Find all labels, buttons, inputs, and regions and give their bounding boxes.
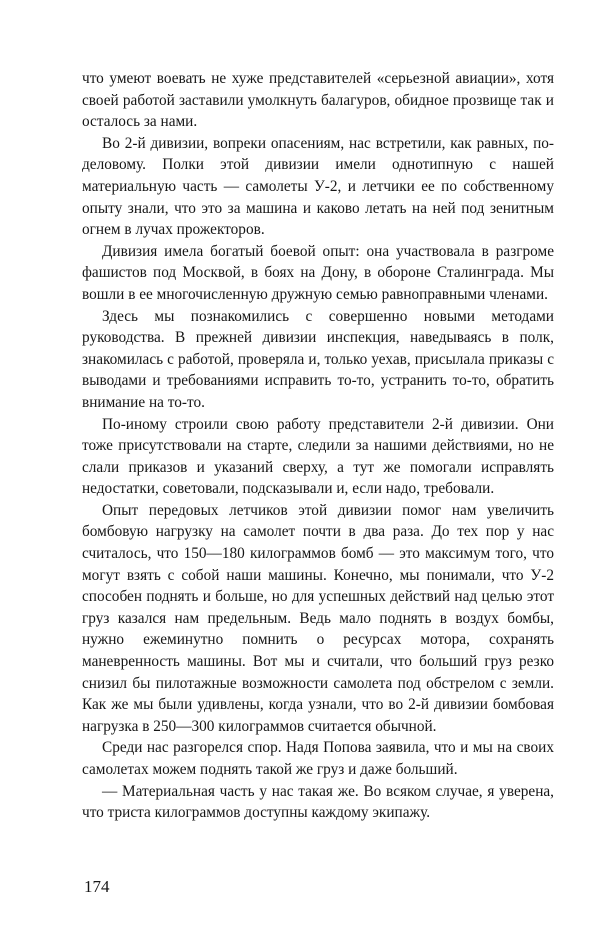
paragraph-3: Дивизия имела богатый боевой опыт: она участвовала в разгроме фашистов под Москвой, в боях на Дону, в обороне Сталинграда. Мы вошли в ее многочисленную дружную семью равноправными членами. <box>82 242 554 303</box>
paragraph-1: что умеют воевать не хуже представителей «серьезной авиации», хотя своей работой заставили умолкнуть балагуров, обидное прозвище так и осталось за нами. <box>82 70 554 131</box>
paragraph-7: Среди нас разгорелся спор. Надя Попова заявила, что и мы на своих самолетах можем поднять такой же груз и даже больший. <box>82 739 554 778</box>
page-number: 174 <box>84 877 110 896</box>
book-page-text <box>82 68 554 824</box>
paragraph-4: Здесь мы познакомились с совершенно новыми методами руководства. В прежней дивизии инспекция, наведываясь в полк, знакомилась с работой, проверяла и, только уехав, присылала приказы с выводами и требованиями исправить то-то, устранить то-то, обратить внимание на то-то. <box>82 307 554 411</box>
paragraph-8: — Материальная часть у нас такая же. Во всяком случае, я уверена, что триста килограммов доступны каждому экипажу. <box>82 782 554 822</box>
paragraph-6: Опыт передовых летчиков этой дивизии помог нам увеличить бомбовую нагрузку на самолет почти в два раза. До тех пор у нас считалось, что 150—180 килограммов бомб — это максимум того, что могут взять с собой наши машины. Конечно, мы понимали, что У-2 способен поднять и больше, но для успешных действий над целью этот груз казался нам предельным. Ведь мало поднять в воздух бомбы, нужно ежеминутно помнить о ресурсах мотора, сохранять маневренность машины. Вот мы и считали, что больший груз резко снизил бы пилотажные возможности самолета под обстрелом с земли. Как же мы были удивлены, когда узнали, что во 2-й дивизии бомбовая нагрузка в 250—300 килограммов считается обычной. <box>82 501 554 735</box>
paragraph-5: По-иному строили свою работу представители 2-й дивизии. Они тоже присутствовали на старте, следили за нашими действиями, но не слали приказов и указаний сверху, а тут же помогали исправлять недостатки, советовали, подсказывали и, если надо, требовали. <box>82 415 554 498</box>
paragraph-2: Во 2-й дивизии, вопреки опасениям, нас встретили, как равных, по-деловому. Полки этой дивизии имели однотипную с нашей материальную часть — самолеты У-2, и летчики ее по собственному опыту знали, что это за машина и каково летать на ней под зенитным огнем в лучах прожекторов. <box>82 134 554 239</box>
